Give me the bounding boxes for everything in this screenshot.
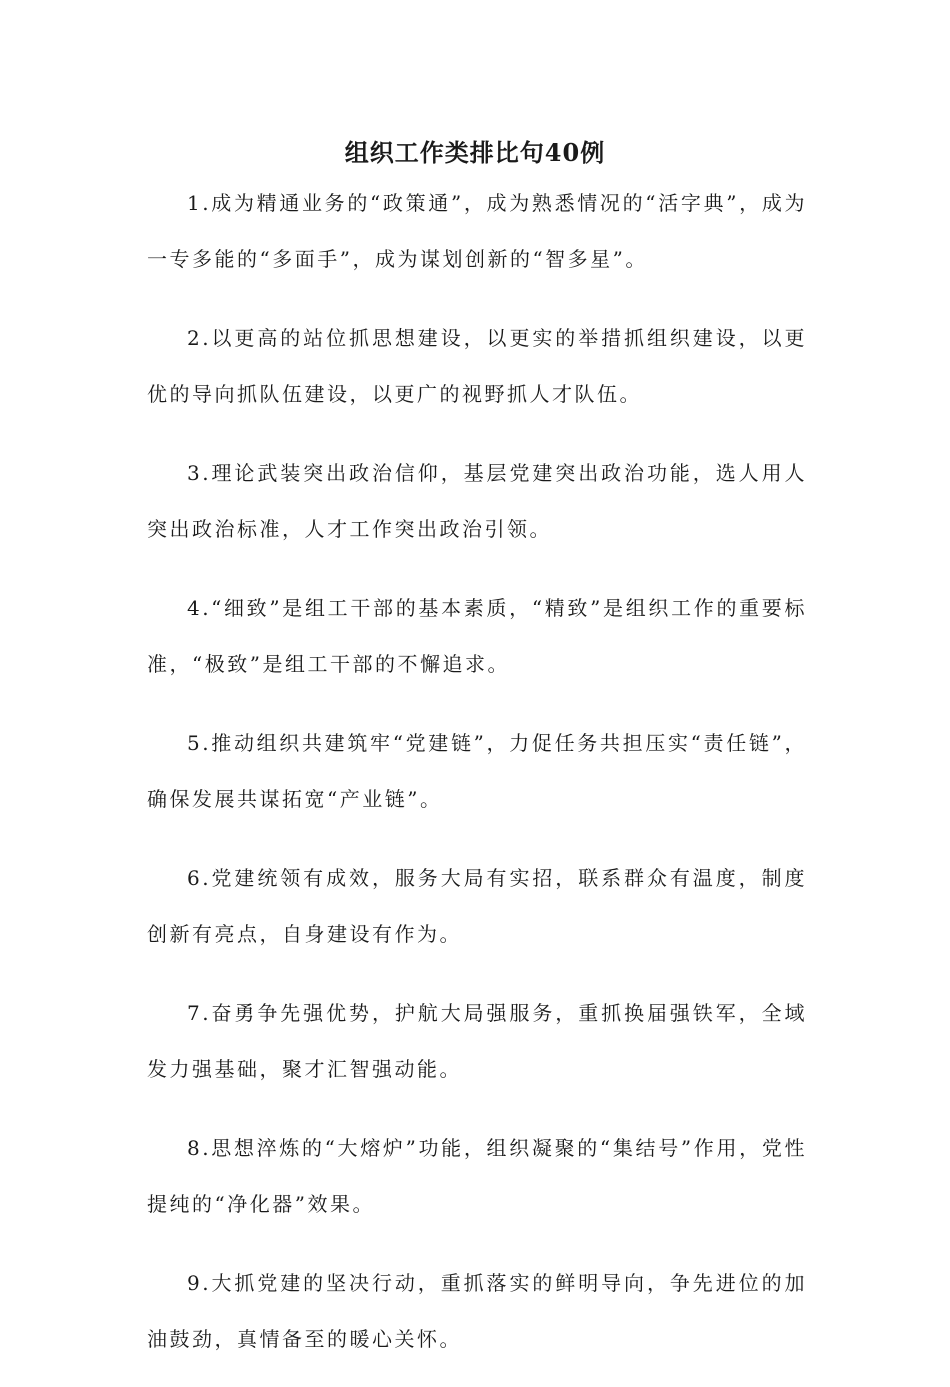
list-item: 6.党建统领有成效，服务大局有实招，联系群众有温度，制度创新有亮点，自身建设有作为。 bbox=[147, 866, 807, 946]
list-item: 9.大抓党建的坚决行动，重抓落实的鲜明导向，争先进位的加油鼓劲，真情备至的暖心关怀。 bbox=[147, 1271, 807, 1351]
list-item: 8.思想淬炼的“大熔炉”功能，组织凝聚的“集结号”作用，党性提纯的“净化器”效果。 bbox=[147, 1136, 807, 1216]
list-item: 3.理论武装突出政治信仰，基层党建突出政治功能，选人用人突出政治标准，人才工作突出政治引领。 bbox=[147, 461, 807, 541]
list-item: 1.成为精通业务的“政策通”，成为熟悉情况的“活字典”，成为一专多能的“多面手”，成为谋划创新的“智多星”。 bbox=[147, 191, 807, 271]
list-item: 4.“细致”是组工干部的基本素质，“精致”是组织工作的重要标准，“极致”是组工干部的不懈追求。 bbox=[147, 596, 807, 676]
list-item: 5.推动组织共建筑牢“党建链”，力促任务共担压实“责任链”，确保发展共谋拓宽“产业链”。 bbox=[147, 731, 807, 811]
item-list bbox=[147, 165, 807, 1387]
list-item: 7.奋勇争先强优势，护航大局强服务，重抓换届强铁军，全域发力强基础，聚才汇智强动能。 bbox=[147, 1001, 807, 1081]
document-title: 组织工作类排比句40例 bbox=[344, 138, 606, 167]
list-item: 2.以更高的站位抓思想建设，以更实的举措抓组织建设，以更优的导向抓队伍建设，以更广的视野抓人才队伍。 bbox=[147, 326, 807, 406]
